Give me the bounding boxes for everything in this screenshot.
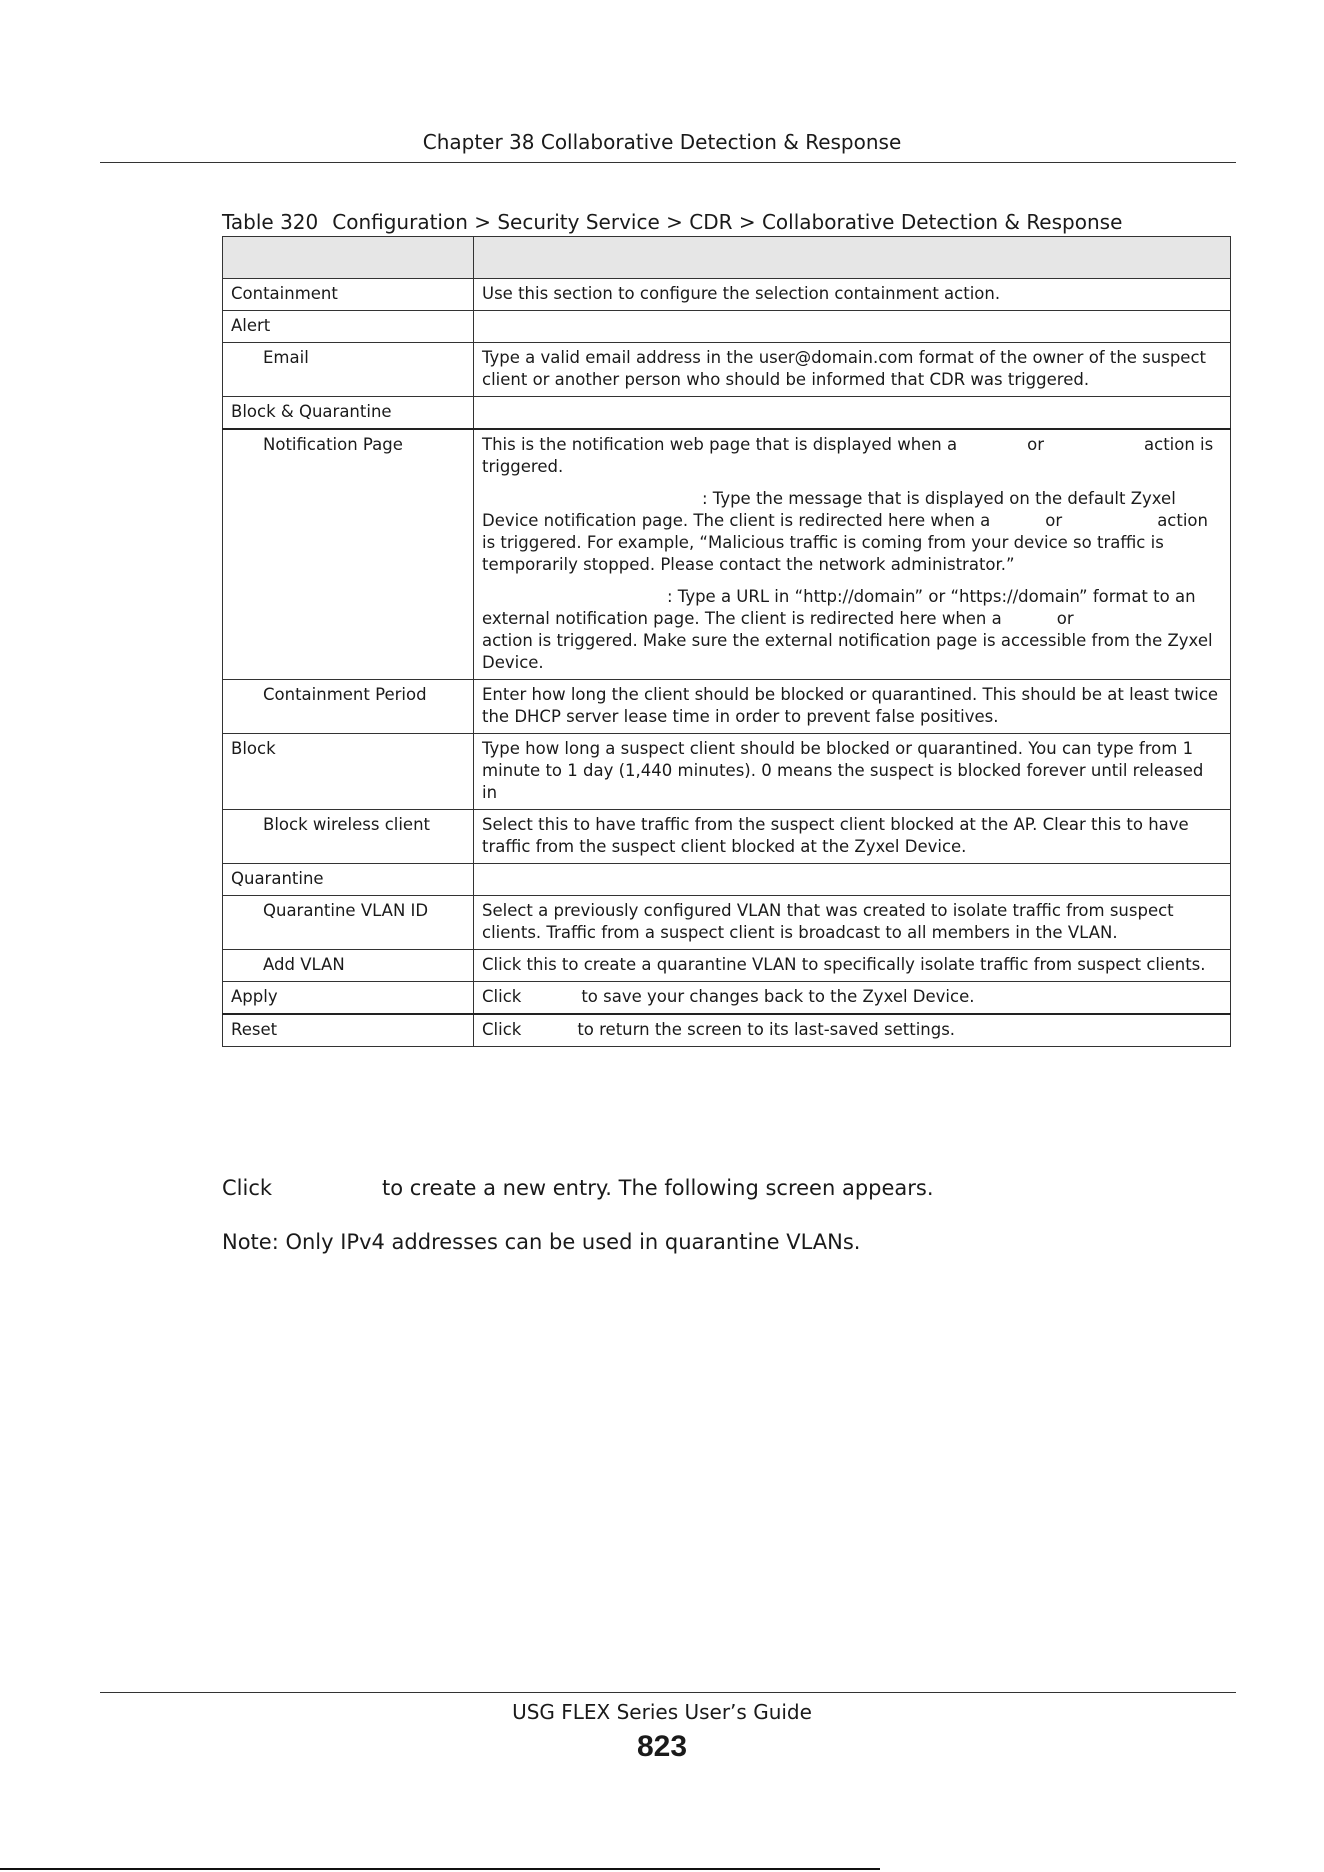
table-row <box>223 950 1231 982</box>
text-segment: to create a new entry. The following screen appears. <box>382 1176 934 1200</box>
text-segment: action is triggered. For example, “Malicious traffic is coming from your device so traffic is temporarily stopped. Please contact the network administrator.” <box>482 511 1208 574</box>
table-row <box>223 734 1231 810</box>
table-row <box>223 864 1231 896</box>
row-label: Quarantine <box>223 864 474 896</box>
row-description <box>474 311 1231 343</box>
row-label: Email <box>223 343 474 397</box>
row-label: Notification Page <box>223 429 474 680</box>
chapter-title: Chapter 38 Collaborative Detection & Response <box>422 130 902 154</box>
notification-paragraph-3 <box>482 586 1222 674</box>
configuration-table <box>222 236 1231 1047</box>
text-segment: action is triggered. Make sure the external notification page is accessible from the Zyxel Device. <box>482 631 1213 672</box>
text-segment: : Type a URL in “http://domain” or “https://domain” format to an external notification page. The client is redirected here when a <box>482 587 1196 628</box>
row-description: Enter how long the client should be blocked or quarantined. This should be at least twice the DHCP server lease time in order to prevent false positives. <box>474 680 1231 734</box>
header-label-cell <box>223 237 474 279</box>
click-instruction <box>222 1176 934 1200</box>
page-number: 823 <box>636 1730 688 1763</box>
table-header-row <box>223 237 1231 279</box>
row-description: Click this to create a quarantine VLAN to specifically isolate traffic from suspect clients. <box>474 950 1231 982</box>
row-label: Block & Quarantine <box>223 397 474 430</box>
row-label: Containment <box>223 279 474 311</box>
row-label: Apply <box>223 982 474 1015</box>
text-segment: : Type the message that is displayed on the default Zyxel Device notification page. The client is redirected here when a <box>482 489 1176 530</box>
table-row <box>223 279 1231 311</box>
table-number: Table 320 <box>222 210 319 234</box>
footer-divider <box>100 1692 1236 1693</box>
table-row <box>223 982 1231 1015</box>
text-segment: or <box>1045 511 1063 530</box>
row-description: Select this to have traffic from the suspect client blocked at the AP. Clear this to have traffic from the suspect client blocked at the Zyxel Device. <box>474 810 1231 864</box>
row-label: Add VLAN <box>223 950 474 982</box>
text-segment: or <box>1056 609 1074 628</box>
row-description <box>474 864 1231 896</box>
row-description <box>474 1014 1231 1047</box>
row-label: Containment Period <box>223 680 474 734</box>
text-segment: action is triggered. <box>482 435 1214 476</box>
text-segment: to return the screen to its last-saved settings. <box>577 1020 956 1039</box>
table-row <box>223 429 1231 680</box>
notification-paragraph-2 <box>482 488 1222 576</box>
row-description <box>474 982 1231 1015</box>
text-segment: Click <box>482 987 522 1006</box>
table-caption-text: Configuration > Security Service > CDR > Collaborative Detection & Response <box>332 210 1123 234</box>
table-row <box>223 680 1231 734</box>
notification-paragraph-1 <box>482 434 1222 478</box>
row-label: Quarantine VLAN ID <box>223 896 474 950</box>
row-description: Type how long a suspect client should be blocked or quarantined. You can type from 1 minute to 1 day (1,440 minutes). 0 means the suspect is blocked forever until released in <box>474 734 1231 810</box>
guide-title: USG FLEX Series User’s Guide <box>512 1700 812 1724</box>
row-label: Reset <box>223 1014 474 1047</box>
table-row <box>223 343 1231 397</box>
table-row <box>223 1014 1231 1047</box>
row-label: Block wireless client <box>223 810 474 864</box>
text-segment: Click <box>482 1020 522 1039</box>
text-segment: This is the notification web page that is displayed when a <box>482 435 958 454</box>
row-description: Select a previously configured VLAN that was created to isolate traffic from suspect clients. Traffic from a suspect client is broadcast to all members in the VLAN. <box>474 896 1231 950</box>
table-row <box>223 896 1231 950</box>
note-text: Note: Only IPv4 addresses can be used in quarantine VLANs. <box>222 1230 861 1254</box>
text-segment: or <box>1027 435 1045 454</box>
header-description-cell <box>474 237 1231 279</box>
bottom-divider <box>0 1868 880 1870</box>
table-caption <box>222 210 1122 234</box>
header-divider <box>100 162 1236 163</box>
table-row <box>223 311 1231 343</box>
row-description: Type a valid email address in the user@domain.com format of the owner of the suspect client or another person who should be informed that CDR was triggered. <box>474 343 1231 397</box>
table-row <box>223 397 1231 430</box>
text-segment: Click <box>222 1176 273 1200</box>
text-segment: to save your changes back to the Zyxel Device. <box>581 987 975 1006</box>
row-description <box>474 429 1231 680</box>
row-label: Block <box>223 734 474 810</box>
table-row <box>223 810 1231 864</box>
row-label: Alert <box>223 311 474 343</box>
row-description <box>474 397 1231 430</box>
row-description: Use this section to configure the selection containment action. <box>474 279 1231 311</box>
